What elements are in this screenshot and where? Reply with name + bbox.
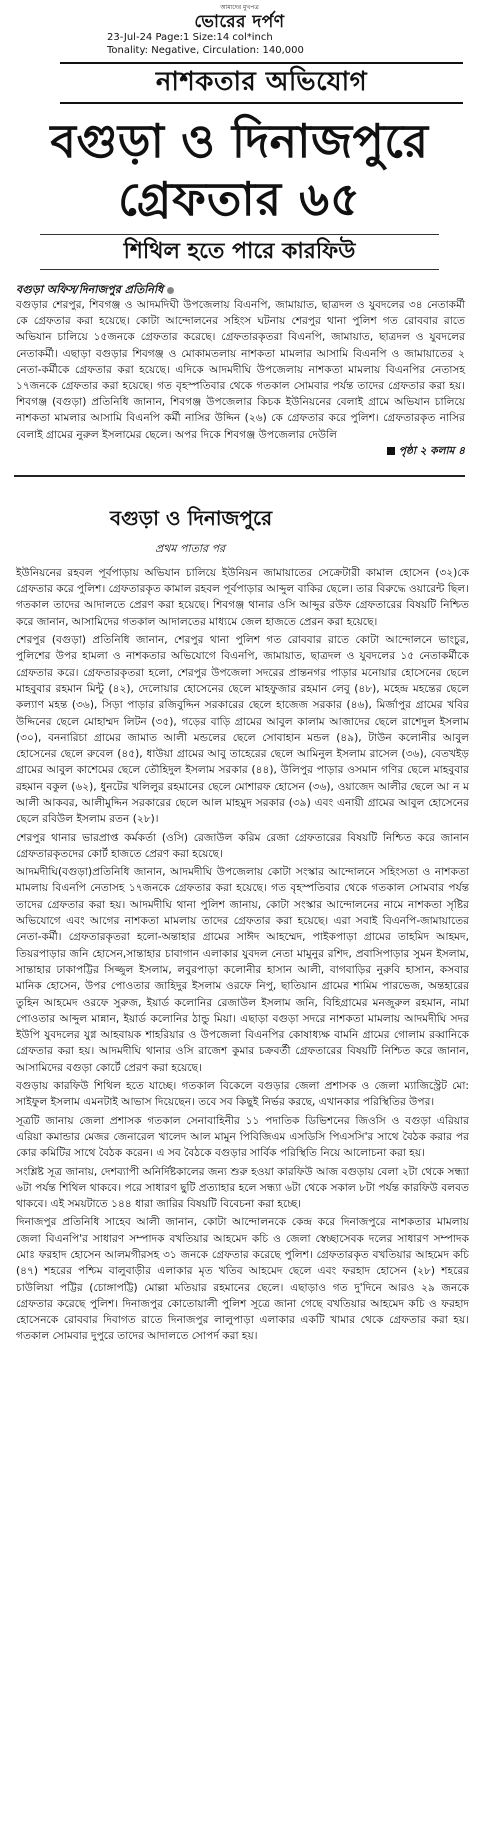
jump-note: [387, 443, 465, 459]
continuation-heading: বগুড়া ও দিনাজপুরে: [110, 505, 273, 530]
continuation-paragraph: শেরপুর থানার ভারপ্রাপ্ত কর্মকর্তা (ওসি) রেজাউল করিম রেজা গ্রেফতারের বিষয়টি নিশ্চিত করে জানান গ্রেফতারকৃতদের কোর্ট হাজতে প্রেরণ করা হয়েছে।: [16, 831, 469, 860]
byline: [0, 270, 479, 297]
continuation-paragraph: সূত্রটি জানায় জেলা প্রশাসক গতকাল সেনাবাহিনীর ১১ পদাতিক ডিভিশনের জিওসি ও বগুড়া এরিয়ার এরিয়া কমান্ডার মেজর জেনারেল খালেদ আল মামুন পিবিজিএম এসডিসি পিএসসি'র সাথে বৈঠক করার পর কোর কমিটির সাথে বৈঠক করেন। এ সব বৈঠকে বগুড়ার সার্বিক পরিস্থিতি নিয়ে আলোচনা করা হয়।: [16, 1114, 469, 1160]
continuation-paragraph: ইউনিয়নের রহবল পূর্বপাড়ায় অভিযান চালিয়ে ইউনিয়ন জামায়াতের সেক্রেটারী কামাল হোসেন (৩২)কে গ্রেফতার করে পুলিশ। গ্রেফতারকৃত কামাল রহবল পূর্বপাড়ার আব্দুল বাকির ছেলে। তার বিরুদ্ধে ওয়ারেন্ট ছিল। গতকাল তাদের আদালতে প্রেরণ করা হয়েছে। শিবগঞ্জ থানার ওসি আব্দুর রউফ গ্রেফতারের বিষয়টি নিশ্চিত করে জানান, আসামিদের গতকাল আদালতের মাধ্যমে জেল হাজতে প্রেরন করা হয়েছে।: [16, 566, 469, 628]
continuation-paragraph: সংশ্লিষ্ট সূত্র জানায়, দেশব্যাপী অনির্দিষ্টকালের জন্য শুরু হওয়া কারফিউ আজ বগুড়ায় বেলা ২টা থেকে সন্ধ্যা ৬টা পর্যন্ত শিথিল থাকবে। পরে সাধারণ ছুটি প্রত্যাহার হলে সন্ধ্যা ৬টা থেকে সকাল ৮টা পর্যন্ত কারফিউ বলবত থাকবে। এই সময়টাতে ১৪৪ ধারা জারির বিষয়টি বিবেচনা করা হচ্ছে।: [16, 1165, 469, 1211]
masthead: [0, 0, 479, 62]
square-marker-icon: [387, 447, 395, 455]
jump-note-text: পৃষ্ঠা ২ কলাম ৪: [398, 444, 465, 457]
continuation-paragraph: আদমদীঘি(বগুড়া)প্রতিনিধি জানান, আদমদীঘি উপজেলায় কোটা সংস্কার আন্দোলনে সহিংসতা ও নাশকতা মামলায় বিএনপি নেতাসহ ১৭জনকে গ্রেফতার করা হয়েছে। গত বৃহস্পতিবার থেকে গতকাল সোমবার পর্যন্ত তাদের গ্রেফতার করা হয়। আদমদীঘি থানা পুলিশ জানায়, কোটা সংস্কার আন্দোলনের নামে নাশকতা সৃষ্টির অভিযোগে এবং আগের নাশকতা মামলায় তাদের গ্রেফতার করা হয়েছে। এরা সবাই বিএনপি-জামায়াতের নেতা-কর্মী। গ্রেফতারকৃতরা হলো-অন্তাহার গ্রামের সাঈদ আহম্মেদ, পাইকপাড়া গ্রামের তাহমিদ আহমদ, তিয়রপাড়ার জনি হোসেন,সান্তাহার চাবাগান এলাকার যুবদল নেতা মামুনুর রশিদ, প্রবাসিপাড়ার সুমন ইসলাম, সান্তাহার ঢাকাপট্টির সিজ্জুল ইসলাম, লবুরপাড়া কলোনীর হাসান আলী, বাগবাড়ির নুরুবি হাসান, কসবার মানিক হোসেন, উপর পোওতার জাহিদুর ইসলাম ওরফে নিপু, ছাতিয়ান গ্রামের শামিম পারভেজ, অন্তহারের তুহিন আহমেদ ওরফে সুরুজ, ইয়ার্ড কলোনির রেজাউল ইসলাম জনি, বিহিগ্রামের মনজুরুল রহমান, নামা পোওতার আব্দুল মান্নান, ইয়ার্ড কলোনির ঠান্ডু মিয়া। এছাড়া বগুড়া সদরে নাশকতা মামলায় আদমদীঘি সদর ইউপি যুবদলের যুগ্ন আহবায়ক শাহরিয়ার ও উপজেলা বিএনপির কোষাধ্যক্ষ বামনি গ্রামের গোলাম রব্বানিকে গ্রেফতার করা হয়। আদমদীঘি থানার ওসি রাজেশ কুমার চক্রবর্তী গ্রেফতারের বিষয়টি নিশ্চিত করে জানান, আসামিদের বগুড়া কোর্টে প্রেরণ করা হয়েছে।: [16, 866, 469, 1074]
article-body: [16, 297, 465, 443]
jump-row: [16, 443, 465, 459]
continuation-paragraph: শেরপুর (বগুড়া) প্রতিনিধি জানান, শেরপুর থানা পুলিশ গত রোববার রাতে কোটা আন্দোলনে ভাংচুর, পুলিশের উপর হামলা ও নাশকতার অভিযোগে বিএনপি, জামায়াত, ছাত্রদল ও যুবদলের ১৫ নেতাকর্মীকে গ্রেফতার করে। গ্রেফতারকৃতরা হলো, শেরপুর উপজেলা সদরের প্রান্তনগর পাড়ার মনোয়ার হোসেনের ছেলে মাহবুবার রহমান মিন্টু (৪২), দেলোয়ার হোসেনের ছেলে মাহফুজার রহমান লেবু (৪৮), মহেন্দ্র মহন্তের ছেলে কল্যাণ মহন্ত (৩৬), সিড়া পাড়ার রজিবুদ্দিন সরকারের ছেলে হাজেজ সরকার (৪৬), মির্জাপুর গ্রামের খবির উদ্দিনের ছেলে মোহাম্মদ লিটন (৩৫), গড়ের বাড়ি গ্রামের আবুল কালাম আজাদের ছেলে রাশেদুল ইসলাম (৩০), বননারিচা গ্রামের জামাত আলী মন্ডলের ছেলে সোবাহান মন্ডল (৪৯), টাউন কলোনীর আবুল হোসেনের ছেলে রুবেল (৪৫), ধাউয়া গ্রামের আবু তাহেরের ছেলে আমিনুল ইসলাম রাসেল (৩৬), বেতখইড় গ্রামের আবুল কাশেমের ছেলে তৌহিদুল ইসলাম সরকার (৪৪), উলিপুর পাড়ার ওসমান গণির ছেলে মাহবুবার রহমান বকুল (৬২), ধুনটের খলিলুর রহমানের ছেলে মোশারফ হোসেন (৩৬), ওয়াজেদ আলীর ছেলে আ ন ম আলী আকবর, আলীমুদ্দিন সরকারের ছেলে আল মাহমুদ সরকার (৩৯) এবং এনায়ী গ্রামের আবুল হোসেনের ছেলে রবিউল ইসলাম রতন (২৮)।: [16, 634, 469, 826]
headline-line-2: গ্রেফতার ৬৫: [118, 172, 361, 226]
publication-name: ভোরের দর্পণ: [194, 12, 285, 32]
continuation-from-label: প্রথম পাতার পর: [155, 541, 226, 555]
kicker: নাশকতার অভিযোগ: [60, 62, 463, 104]
article-body-paragraph: বগুড়ার শেরপুর, শিবগঞ্জ ও আদমদিঘী উপজেলায় বিএনপি, জামায়াত, ছাত্রদল ও যুবদলের ৩৪ নেতাকর্মী কে গ্রেফতার করা হয়েছে। কোটা আন্দোলনের সহিংস ঘটনায় শেরপুর থানা পুলিশ গত রোববার রাতে অভিযান চালিয়ে ১৫জনকে গ্রেফতার করেছে। গ্রেফতারকৃতরা বিএনপি, জামায়াত, ছাত্রদল ও যুবদলের নেতাকর্মী। এছাড়া বগুড়ার শিবগঞ্জ ও মোকামতলায় নাশকতা মামলার আসামি বিএনপি ও জামায়াতের ২ নেতা-কর্মীকে গ্রেফতার করা হয়েছে। এদিকে আদমদীঘি উপজেলায় নাশকতা মামলায় বিএনপির নেতাসহ ১৭জনকে গ্রেফতার করা হয়েছে। গত বৃহস্পতিবার থেকে গতকাল সোমবার পর্যন্ত তাদের গ্রেফতার করা হয়। শিবগঞ্জ (বগুড়া) প্রতিনিধি জানান, শিবগঞ্জ উপজেলার কিচক ইউনিয়নের বেলাই গ্রামে অভিযান চালিয়ে নাশকতা মামলার আসামি বিএনপি কর্মী নাসির উদ্দিন (২৬) কে গ্রেফতার করে পুলিশ। গ্রেফতারকৃত নাসির বেলাই গ্রামের নুরুল ইসলামের ছেলে। অপর দিকে শিবগঞ্জ উপজেলার দেউলি: [16, 299, 465, 441]
byline-text: বগুড়া অফিস/দিনাজপুর প্রতিনিধি: [16, 283, 164, 296]
continuation-paragraph: দিনাজপুর প্রতিনিধি সাহেব আলী জানান, কোটা আন্দোলনকে কেন্দ্র করে দিনাজপুরে নাশকতার মামলায় জেলা বিএনপি'র সাধারণ সম্পাদক বখতিয়ার আহমেদ কচি ও জেলা স্বেচ্ছাসেবক দলের সাধারণ সম্পাদক মোঃ ফরহাদ হোসেন আলমগীরসহ ৩১ জনকে গ্রেফতার করেছে পুলিশ। গ্রেফতারকৃত বখতিয়ার আহমেদ কচি (৪৭) শহরের পশ্চিম বালুবাড়ীর এলাকার মৃত খতিব আহমেদ ছেলে এবং ফরহাদ হোসেন (২৮) শহরের চাউলিয়া পট্টির (চোঙ্গাপট্টি) মোল্লা মতিয়ার রহমানের ছেলে। এছাড়াও গত দু'দিনে আরও ২৯ জনকে গ্রেফতার করেছে পুলিশ। দিনাজপুর কোতোয়ালী পুলিশ সূত্রে জানা গেছে বখতিয়ার আহমেদ কচি ও ফরহাদ হোসেনকে রোববার দিবাগত রাতে দিনাজপুর লালুপাড়া এলাকার একটি খামার থেকে গ্রেফতার করা হয়। গতকাল সোমবার দুপুরে তাদের আদালতে সোপর্দ করা হয়।: [16, 1216, 469, 1343]
continuation-paragraph: বগুড়ায় কারফিউ শিথিল হতে যাচ্ছে। গতকাল বিকেলে বগুড়ার জেলা প্রশাসক ও জেলা ম্যাজিস্ট্রেট মো: সাইফুল ইসলাম এমনটাই আভাস দিয়েছেন। তবে সব কিছুই নির্ভর করছে, এখানকার পরিস্থিতির উপর।: [16, 1080, 469, 1109]
continuation-body: [16, 565, 469, 1345]
publication-tagline: আমাদের মুখপত্র: [220, 4, 259, 11]
bullet-icon: [167, 287, 174, 294]
subheadline: শিথিল হতে পারে কারফিউ: [40, 234, 439, 270]
tonality-info: Tonality: Negative, Circulation: 140,000: [107, 45, 304, 56]
clip-info: 23-Jul-24 Page:1 Size:14 col*inch: [107, 32, 273, 43]
headline-line-1: বগুড়া ও দিনাজপুরে: [50, 114, 429, 168]
